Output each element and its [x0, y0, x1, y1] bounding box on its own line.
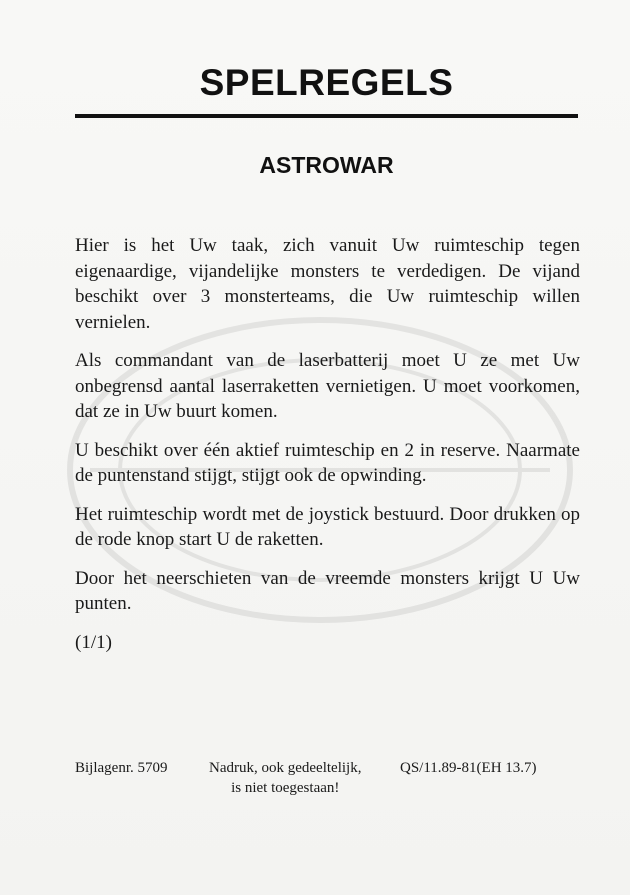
footer-code: QS/11.89-81(EH 13.7): [400, 760, 537, 776]
rules-body: [75, 233, 580, 668]
paragraph-intro: Hier is het Uw taak, zich vanuit Uw ruimteschip tegen eigenaardige, vijandelijke monsters te verdedigen. De vijand beschikt over 3 monsterteams, die Uw ruimteschip willen vernielen.: [75, 235, 580, 333]
paragraph-ships: U beschikt over één aktief ruimteschip en 2 in reserve. Naarmate de puntenstand stijgt, stijgt ook de opwinding.: [75, 439, 580, 486]
title-divider: [75, 114, 578, 118]
page-title: SPELREGELS: [199, 62, 454, 103]
page-number: (1/1): [75, 631, 112, 653]
game-title: ASTROWAR: [259, 152, 394, 178]
footer-copyright-line2: is niet toegestaan!: [231, 780, 340, 796]
footer-bijlage: Bijlagenr. 5709: [75, 760, 168, 776]
paragraph-commander: Als commandant van de laserbatterij moet U ze met Uw onbegrensd aantal laserraketten vernietigen. U moet voorkomen, dat ze in Uw buurt komen.: [75, 350, 580, 422]
footer-copyright-line1: Nadruk, ook gedeeltelijk,: [209, 760, 362, 776]
paragraph-controls: Het ruimteschip wordt met de joystick bestuurd. Door drukken op de rode knop start U de raketten.: [75, 503, 580, 550]
paragraph-points: Door het neerschieten van de vreemde monsters krijgt U Uw punten.: [75, 567, 580, 614]
footer-copyright: [209, 758, 361, 798]
